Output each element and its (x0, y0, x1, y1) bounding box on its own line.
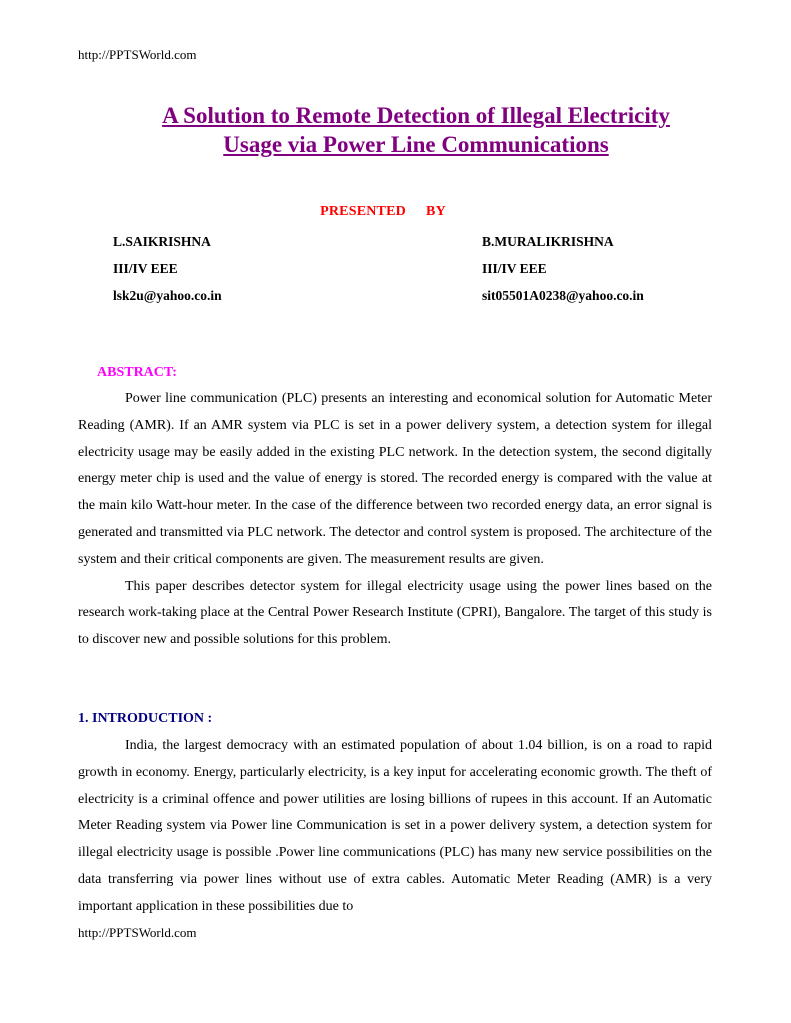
author-email: lsk2u@yahoo.co.in (113, 288, 222, 303)
abstract-paragraph-1: Power line communication (PLC) presents an interesting and economical solution for Automatic Meter Reading (AMR). If an AMR system via PLC is set in a power delivery system, a detection system for illegal electricity usage may be easily added in the existing PLC network. In the detection system, the second digitally energy meter chip is used and the value of energy is stored. The recorded energy is compared with the value at the main kilo Watt-hour meter. In the case of the difference between two recorded energy data, an error signal is generated and transmitted via PLC network. The detector and control system is proposed. The architecture of the system and their critical components are given. The measurement results are given. (78, 391, 712, 567)
title-line-2: Usage via Power Line Communications (223, 132, 609, 157)
author-name: L.SAIKRISHNA (113, 234, 211, 249)
introduction-heading: 1. INTRODUCTION : (78, 711, 213, 726)
abstract-heading: ABSTRACT: (97, 365, 177, 380)
header-url: http://PPTSWorld.com (78, 47, 197, 62)
author-block-1 (113, 228, 222, 309)
abstract-paragraph-2: This paper describes detector system for illegal electricity usage using the power lines based on the research work-taking place at the Central Power Research Institute (CPRI), Bangalore. The target of this study is to discover new and possible solutions for this problem. (78, 578, 712, 648)
title-line-1: A Solution to Remote Detection of Illegal Electricity (162, 103, 670, 128)
introduction-paragraph-1: India, the largest democracy with an estimated population of about 1.04 billion, is on a road to rapid growth in economy. Energy, particularly electricity, is a key input for accelerating economic growth. The theft of electricity is a criminal offence and power utilities are losing billions of rupees in this account. If an Automatic Meter Reading system via Power line Communication is set in a power delivery system, a detection system for illegal electricity usage is possible .Power line communications (PLC) has many new service possibilities on the data transferring via power lines without use of extra cables. Automatic Meter Reading (AMR) is a very important application in these possibilities due to (78, 738, 712, 914)
author-dept: III/IV EEE (482, 261, 547, 276)
author-email: sit05501A0238@yahoo.co.in (482, 288, 644, 303)
abstract-body (78, 386, 712, 654)
introduction-body (78, 733, 712, 921)
author-block-2 (482, 228, 644, 309)
paper-title (60, 101, 772, 159)
presented-by-label: PRESENTED BY (320, 204, 446, 219)
author-name: B.MURALIKRISHNA (482, 234, 614, 249)
footer-url: http://PPTSWorld.com (78, 925, 197, 940)
author-dept: III/IV EEE (113, 261, 178, 276)
